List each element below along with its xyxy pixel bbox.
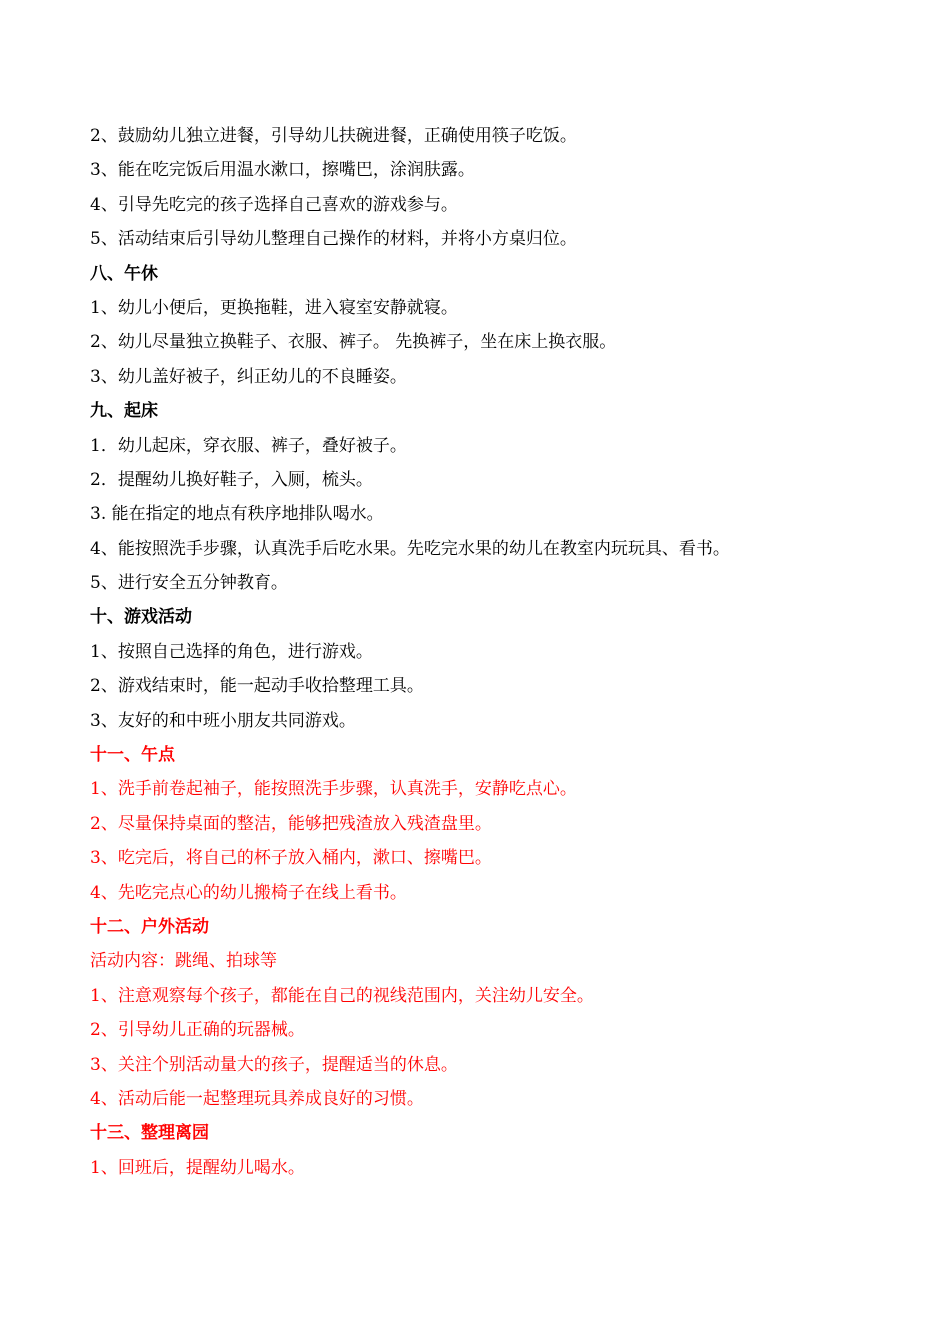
nap-item-1: 1、幼儿小便后，更换拖鞋，进入寝室安静就寝。: [90, 297, 458, 318]
snack-item-3: 3、吃完后，将自己的杯子放入桶内，漱口、擦嘴巴。: [90, 848, 492, 869]
snack-item-1: 1、洗手前卷起袖子，能按照洗手步骤，认真洗手，安静吃点心。: [90, 779, 577, 800]
section-heading-wakeup: 九、起床: [90, 401, 158, 422]
snack-item-2: 2、尽量保持桌面的整洁，能够把残渣放入残渣盘里。: [90, 813, 492, 834]
lunch-item-2: 2、鼓励幼儿独立进餐，引导幼儿扶碗进餐，正确使用筷子吃饭。: [90, 126, 577, 146]
section-heading-dismissal: 十三、整理离园: [90, 1123, 209, 1144]
nap-item-2: 2、幼儿尽量独立换鞋子、衣服、裤子。 先换裤子，坐在床上换衣服。: [90, 332, 617, 353]
snack-item-4: 4、先吃完点心的幼儿搬椅子在线上看书。: [90, 882, 407, 903]
outdoor-item-4: 4、活动后能一起整理玩具养成良好的习惯。: [90, 1088, 424, 1109]
games-item-2: 2、游戏结束时，能一起动手收拾整理工具。: [90, 676, 424, 697]
nap-item-3: 3、幼儿盖好被子，纠正幼儿的不良睡姿。: [90, 366, 407, 387]
wakeup-item-4: 4、能按照洗手步骤，认真洗手后吃水果。先吃完水果的幼儿在教室内玩玩具、看书。: [90, 538, 730, 559]
wakeup-item-3: 3. 能在指定的地点有秩序地排队喝水。: [90, 504, 384, 525]
lunch-item-3: 3、能在吃完饭后用温水漱口，擦嘴巴，涂润肤露。: [90, 160, 475, 181]
outdoor-content: 活动内容：跳绳、拍球等: [90, 951, 277, 972]
outdoor-item-2: 2、引导幼儿正确的玩器械。: [90, 1020, 305, 1041]
section-heading-outdoor: 十二、户外活动: [90, 916, 209, 937]
section-heading-games: 十、游戏活动: [90, 607, 192, 628]
dismissal-item-1: 1、回班后，提醒幼儿喝水。: [90, 1157, 305, 1178]
section-heading-snack: 十一、午点: [90, 745, 175, 766]
lunch-item-4: 4、引导先吃完的孩子选择自己喜欢的游戏参与。: [90, 194, 458, 215]
document-page: [90, 119, 890, 1185]
wakeup-item-5: 5、进行安全五分钟教育。: [90, 573, 288, 594]
outdoor-item-1: 1、注意观察每个孩子，都能在自己的视线范围内，关注幼儿安全。: [90, 985, 594, 1006]
section-heading-nap: 八、午休: [90, 263, 158, 284]
lunch-item-5: 5、活动结束后引导幼儿整理自己操作的材料，并将小方桌归位。: [90, 229, 577, 250]
games-item-1: 1、按照自己选择的角色，进行游戏。: [90, 641, 373, 662]
outdoor-item-3: 3、关注个别活动量大的孩子，提醒适当的休息。: [90, 1054, 458, 1075]
wakeup-item-2: 2．提醒幼儿换好鞋子，入厕，梳头。: [90, 469, 373, 490]
wakeup-item-1: 1．幼儿起床，穿衣服、裤子，叠好被子。: [90, 435, 407, 456]
games-item-3: 3、友好的和中班小朋友共同游戏。: [90, 710, 356, 731]
